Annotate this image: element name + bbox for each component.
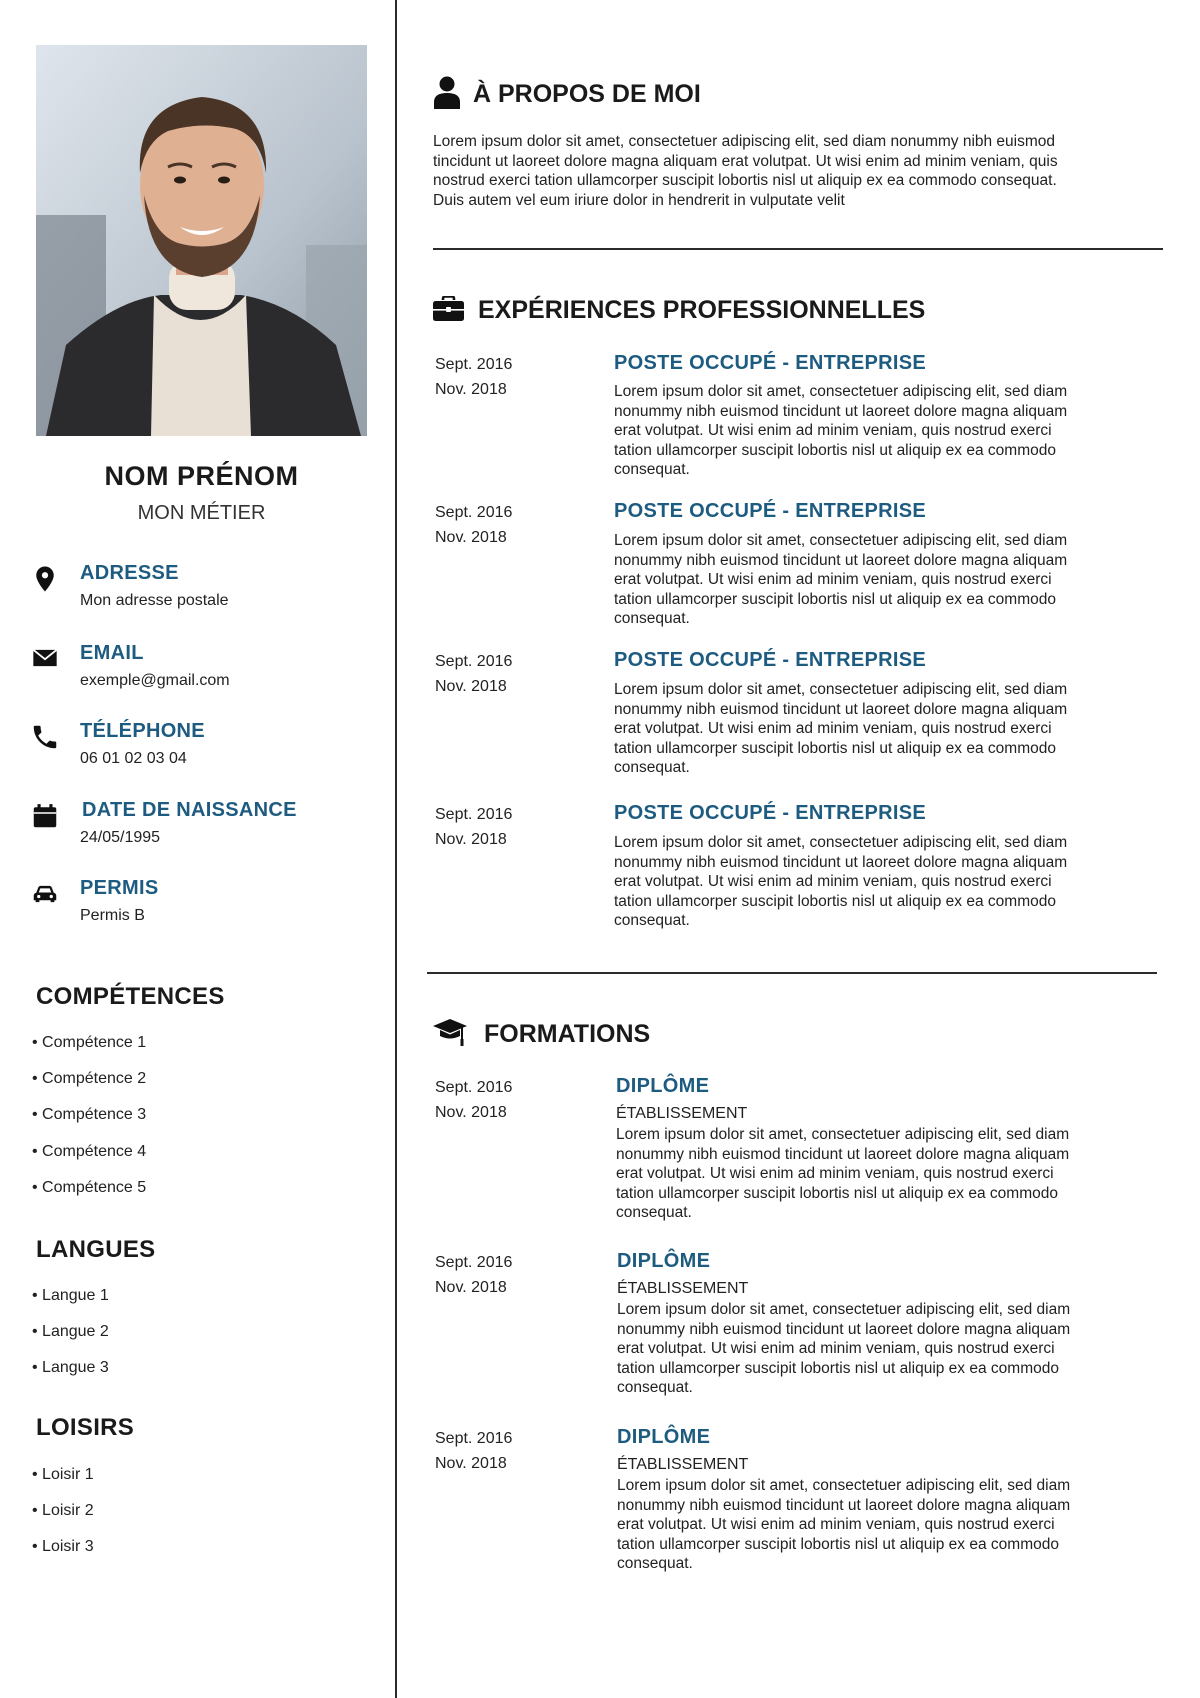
contact-label: ADRESSE [80, 562, 179, 584]
contact-value: 06 01 02 03 04 [80, 750, 187, 767]
contact-label: DATE DE NAISSANCE [82, 799, 297, 821]
start-date: Sept. 2016 [435, 653, 513, 670]
phone-icon [30, 722, 60, 750]
position-description: Lorem ipsum dolor sit amet, consectetuer adipiscing elit, sed diam nonummy nibh euismod tincidunt ut laoreet dolore magna aliquam erat volutpat. Ut wisi enim ad minim veniam, quis nostrud exerci tation ullamcorper suscipit lobortis nisl ut aliquip ex ea commodo consequat. [614, 834, 1068, 930]
list-item: • Compétence 5 [32, 1178, 146, 1214]
education-heading: FORMATIONS [484, 1020, 651, 1048]
degree-description: Lorem ipsum dolor sit amet, consectetuer adipiscing elit, sed diam nonummy nibh euismod tincidunt ut laoreet dolore magna aliquam erat volutpat. Ut wisi enim ad minim veniam, quis nostrud exerci tation ullamcorper suscipit lobortis nisl ut aliquip ex ea commodo consequat. [617, 1477, 1071, 1573]
end-date: Nov. 2018 [435, 381, 507, 398]
degree-title: DIPLÔME [617, 1426, 711, 1448]
languages-heading: LANGUES [36, 1236, 156, 1263]
section-divider [433, 248, 1163, 250]
start-date: Sept. 2016 [435, 1254, 513, 1271]
position-title: POSTE OCCUPÉ - ENTREPRISE [614, 802, 926, 824]
position-title: POSTE OCCUPÉ - ENTREPRISE [614, 500, 926, 522]
degree-title: DIPLÔME [616, 1075, 710, 1097]
contact-label: TÉLÉPHONE [80, 720, 205, 742]
school-name: ÉTABLISSEMENT [617, 1456, 749, 1473]
school-name: ÉTABLISSEMENT [617, 1280, 749, 1297]
contact-value: Mon adresse postale [80, 592, 229, 609]
list-item: • Compétence 1 [32, 1033, 146, 1069]
experience-heading: EXPÉRIENCES PROFESSIONNELLES [478, 296, 926, 324]
hobbies-heading: LOISIRS [36, 1414, 135, 1441]
end-date: Nov. 2018 [435, 529, 507, 546]
start-date: Sept. 2016 [435, 356, 513, 373]
user-icon [434, 76, 460, 114]
contact-value[interactable]: exemple@gmail.com [80, 672, 230, 689]
contact-value: Permis B [80, 907, 145, 924]
full-name: NOM PRÉNOM [104, 461, 299, 491]
list-item: • Loisir 2 [32, 1501, 94, 1537]
skills-heading: COMPÉTENCES [36, 983, 225, 1010]
list-item: • Loisir 1 [32, 1465, 94, 1501]
end-date: Nov. 2018 [435, 1104, 507, 1121]
position-description: Lorem ipsum dolor sit amet, consectetuer adipiscing elit, sed diam nonummy nibh euismod tincidunt ut laoreet dolore magna aliquam erat volutpat. Ut wisi enim ad minim veniam, quis nostrud exerci tation ullamcorper suscipit lobortis nisl ut aliquip ex ea commodo consequat. [614, 383, 1068, 479]
start-date: Sept. 2016 [435, 806, 513, 823]
list-item: • Compétence 4 [32, 1142, 146, 1178]
end-date: Nov. 2018 [435, 831, 507, 848]
about-heading: À PROPOS DE MOI [473, 80, 701, 108]
car-icon [30, 879, 60, 907]
list-item: • Langue 1 [32, 1286, 109, 1322]
job-title: MON MÉTIER [137, 502, 266, 524]
contact-label: EMAIL [80, 642, 144, 664]
envelope-icon [30, 644, 60, 672]
end-date: Nov. 2018 [435, 1279, 507, 1296]
degree-description: Lorem ipsum dolor sit amet, consectetuer adipiscing elit, sed diam nonummy nibh euismod tincidunt ut laoreet dolore magna aliquam erat volutpat. Ut wisi enim ad minim veniam, quis nostrud exerci tation ullamcorper suscipit lobortis nisl ut aliquip ex ea commodo consequat. [617, 1301, 1071, 1397]
list-item: • Compétence 2 [32, 1069, 146, 1105]
degree-title: DIPLÔME [617, 1250, 711, 1272]
list-item: • Langue 2 [32, 1322, 109, 1358]
briefcase-icon [433, 296, 464, 327]
contact-label: PERMIS [80, 877, 159, 899]
start-date: Sept. 2016 [435, 504, 513, 521]
skills-list [32, 1033, 146, 1214]
column-divider [395, 0, 397, 1698]
location-pin-icon [30, 564, 60, 592]
list-item: • Langue 3 [32, 1358, 109, 1394]
position-description: Lorem ipsum dolor sit amet, consectetuer adipiscing elit, sed diam nonummy nibh euismod tincidunt ut laoreet dolore magna aliquam erat volutpat. Ut wisi enim ad minim veniam, quis nostrud exerci tation ullamcorper suscipit lobortis nisl ut aliquip ex ea commodo consequat. [614, 681, 1068, 777]
section-divider [427, 972, 1157, 974]
school-name: ÉTABLISSEMENT [616, 1105, 748, 1122]
position-title: POSTE OCCUPÉ - ENTREPRISE [614, 352, 926, 374]
about-text: Lorem ipsum dolor sit amet, consectetuer adipiscing elit, sed diam nonummy nibh euismod tincidunt ut laoreet dolore magna aliquam erat volutpat. Ut wisi enim ad minim veniam, quis nostrud exerci tation ullamcorper suscipit lobortis nisl ut aliquip ex ea commodo consequat. Duis autem vel eum iriure dolor in hendrerit in vulputate velit [433, 133, 1058, 209]
graduation-cap-icon [433, 1018, 467, 1053]
position-description: Lorem ipsum dolor sit amet, consectetuer adipiscing elit, sed diam nonummy nibh euismod tincidunt ut laoreet dolore magna aliquam erat volutpat. Ut wisi enim ad minim veniam, quis nostrud exerci tation ullamcorper suscipit lobortis nisl ut aliquip ex ea commodo consequat. [614, 532, 1068, 628]
languages-list [32, 1286, 109, 1395]
list-item: • Compétence 3 [32, 1105, 146, 1141]
hobbies-list [32, 1465, 94, 1574]
start-date: Sept. 2016 [435, 1430, 513, 1447]
contact-value: 24/05/1995 [80, 829, 161, 846]
end-date: Nov. 2018 [435, 1455, 507, 1472]
start-date: Sept. 2016 [435, 1079, 513, 1096]
position-title: POSTE OCCUPÉ - ENTREPRISE [614, 649, 926, 671]
degree-description: Lorem ipsum dolor sit amet, consectetuer adipiscing elit, sed diam nonummy nibh euismod tincidunt ut laoreet dolore magna aliquam erat volutpat. Ut wisi enim ad minim veniam, quis nostrud exerci tation ullamcorper suscipit lobortis nisl ut aliquip ex ea commodo consequat. [616, 1126, 1070, 1222]
end-date: Nov. 2018 [435, 678, 507, 695]
calendar-icon [30, 801, 60, 829]
list-item: • Loisir 3 [32, 1537, 94, 1573]
profile-photo [36, 45, 367, 436]
